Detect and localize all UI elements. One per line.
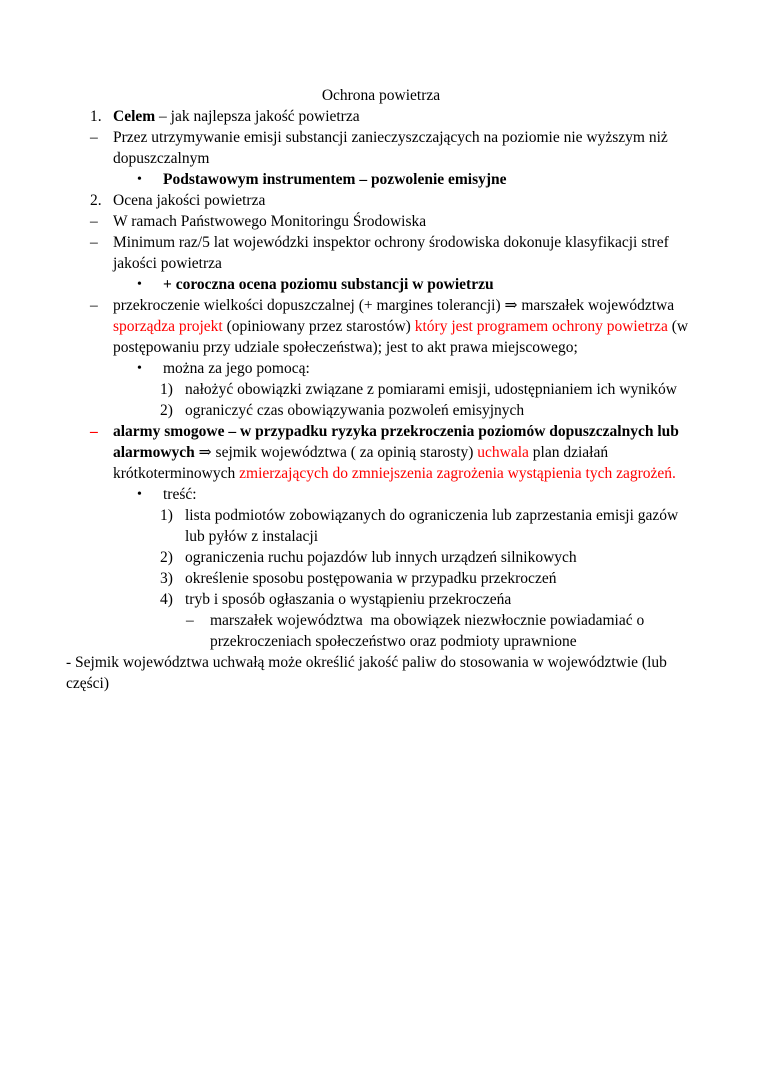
list-marker: – [186,612,194,629]
paragraph-text [113,234,669,272]
paragraph-text [163,486,197,503]
dash-item [66,232,696,274]
numparen-item [66,547,696,568]
bullet-item [66,274,696,295]
text-run: marszałek województwa ma obowiązek niezwłocznie powiadamiać o przekroczeniach społeczeństwo oraz podmioty uprawnione [210,612,645,650]
dash-item [66,211,696,232]
text-run: – w przypadku ryzyka przekroczenia poziomów dopuszczalnych lub alarmowych [113,423,679,461]
text-run: tryb i sposób ogłaszania o wystąpieniu przekroczeńa [185,591,512,608]
paragraph-text [185,570,556,587]
numparen-item [66,505,696,547]
text-run: Celem [113,108,156,125]
text-run: można za jego pomocą: [163,360,310,377]
list-marker: 3) [160,570,173,587]
paragraph-text [66,654,667,692]
text-run: nałożyć obowiązki związane z pomiarami emisji, udostępnianiem ich wyników [185,381,677,398]
dash-item [66,295,696,358]
numparen-item [66,400,696,421]
list-marker: • [137,172,142,187]
list-marker: – [90,213,98,230]
text-run: ⇒ sejmik województwa ( za opinią starosty) [194,444,478,461]
text-run: W ramach Państwowego Monitoringu Środowiska [113,213,427,230]
list-marker: • [137,361,142,376]
text-run: Minimum raz/5 lat wojewódzki inspektor ochrony środowiska dokonuje klasyfikacji stref jakości powietrza [113,234,669,272]
paragraph-text [113,297,688,356]
paragraph-text [113,213,426,230]
paragraph-text [113,108,360,125]
list-marker: 2) [160,549,173,566]
text-run: który jest programem ochrony powietrza [414,318,668,335]
list-marker: 4) [160,591,173,608]
text-run: plan działań krótkoterminowych [113,444,609,482]
text-run: - Sejmik województwa uchwałą może określić jakość paliw do stosowania w województwie (lub części) [66,654,667,692]
paragraph-text [185,507,678,545]
bullet-item [66,169,696,190]
list-marker: 1) [160,381,173,398]
paragraph-text [163,276,494,293]
document-body [66,106,696,694]
list-marker: • [137,277,142,292]
dash-item [66,127,696,169]
text-run: (w postępowaniu przy udziale społeczeństwa); jest to akt prawa miejscowego; [113,318,689,356]
text-run: ograniczenia ruchu pojazdów lub innych urządzeń silnikowych [185,549,577,566]
list-marker: 2) [160,402,173,419]
text-run: – jak najlepsza jakość powietrza [155,108,360,125]
list-marker: • [137,487,142,502]
paragraph-text [163,171,507,188]
list-marker: – [90,129,98,146]
plain-item [66,652,696,694]
bullet-item [66,358,696,379]
numparen-item [66,589,696,610]
bullet-item [66,484,696,505]
text-run: zmierzających do zmniejszenia zagrożenia wystąpienia tych zagrożeń. [239,465,676,482]
paragraph-text [113,129,668,167]
list-marker: – [90,297,98,314]
paragraph-text [113,192,265,209]
num-item [66,190,696,211]
document-title: Ochrona powietrza [321,87,441,104]
list-marker: 2. [90,192,102,209]
text-run: treść: [163,486,197,503]
numparen-item [66,379,696,400]
paragraph-text [185,402,524,419]
text-run: Ocena jakości powietrza [113,192,266,209]
text-run: uchwala [477,444,529,461]
text-run: + coroczna ocena poziomu substancji w powietrzu [163,276,494,293]
text-run: przekroczenie wielkości dopuszczalnej (+ margines tolerancji) ⇒ marszałek województwa [113,297,675,314]
paragraph-text [185,381,677,398]
text-run: określenie sposobu postępowania w przypadku przekroczeń [185,570,557,587]
paragraph-text [210,612,644,650]
text-run: ograniczyć czas obowiązywania pozwoleń emisyjnych [185,402,525,419]
paragraph-text [185,549,577,566]
list-marker: 1. [90,108,102,125]
text-run: (opiniowany przez starostów) [222,318,415,335]
text-run: Przez utrzymywanie emisji substancji zanieczyszczających na poziomie nie wyższym niż dopuszczalnym [113,129,668,167]
list-marker: 1) [160,507,173,524]
numparen-item [66,568,696,589]
text-run: alarmy smogowe [113,423,225,440]
paragraph-text [113,423,679,482]
num-item [66,106,696,127]
subdash-item [66,610,696,652]
paragraph-text [163,360,310,377]
list-marker: – [90,234,98,251]
paragraph-text [185,591,511,608]
list-marker: – [90,423,98,440]
dash-item [66,421,696,484]
text-run: lista podmiotów zobowiązanych do ograniczenia lub zaprzestania emisji gazów lub pyłów z instalacji [185,507,679,545]
text-run: Podstawowym instrumentem – pozwolenie emisyjne [163,171,507,188]
text-run: sporządza projekt [113,318,223,335]
